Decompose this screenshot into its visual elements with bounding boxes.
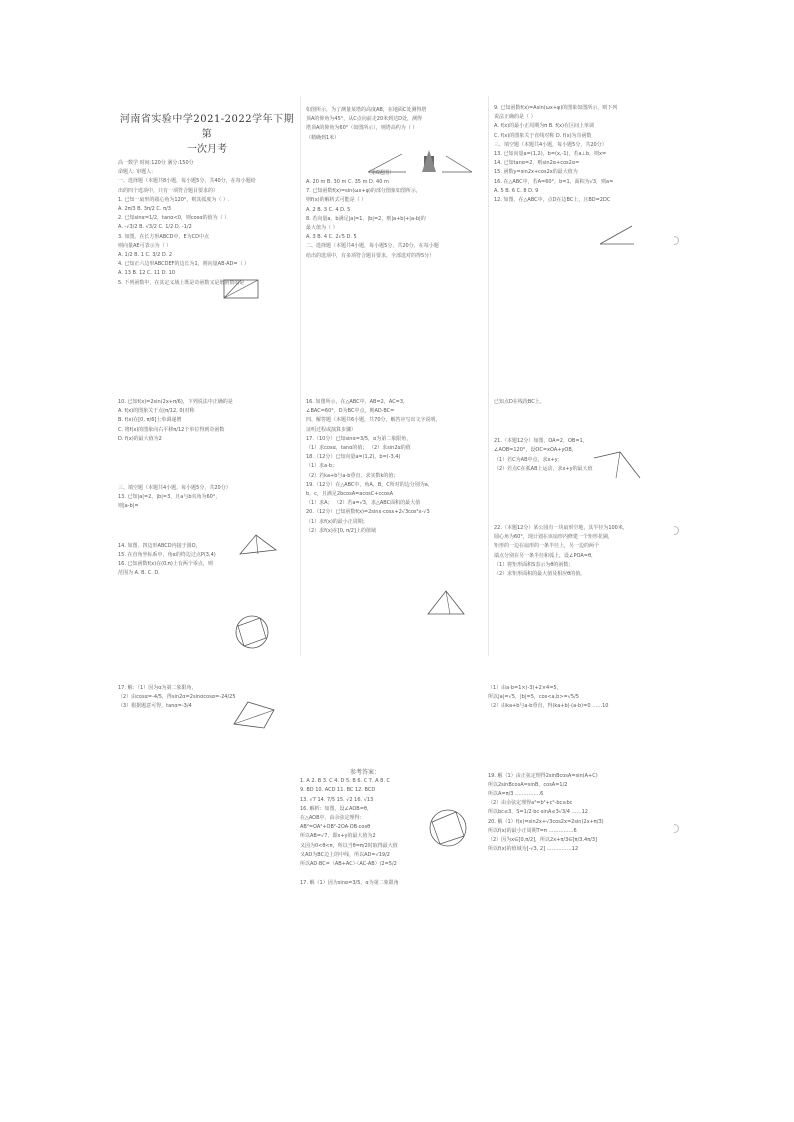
- quadrilateral-diagram: [230, 698, 280, 732]
- question: 2. 已知sinα=1/2，tanα<0，则cosα的值为（ ）: [118, 215, 230, 222]
- question: 21.（本题12分）如图，OA=2，OB=1，: [494, 438, 588, 445]
- solution-line: 所以A=π/3 ……………6: [488, 791, 544, 798]
- answer-line: 1. A 2. B 3. C 4. D 5. B 6. C 7. A 8. C: [300, 778, 391, 785]
- question: 13. 已知向量a=(1,2)，b=(x,-1)，若a⊥b，则x=: [494, 151, 607, 158]
- question: （2）若点C在弧AB上运动，求x+y的最大值: [494, 465, 593, 472]
- question: 如图所示，为了测量某塔的高度AB，在地面C处测得塔: [306, 107, 427, 113]
- question: 顶A的仰角为45°，从C点向前走20米到达D处，测得: [306, 116, 422, 123]
- exam-title: 河南省实验中学2021-2022学年下期第: [119, 114, 295, 140]
- question: 16. 在△ABC中，若A=60°，b=1，面积为√3，则a=: [494, 178, 614, 185]
- solution-line: 所以AD·BC=（AB+AC）·（AC-AB）/2=5/2: [300, 861, 397, 868]
- question-options: 范围为 A. B. C. D.: [118, 570, 160, 577]
- question: 15. 函数y=sin2x+cos2x的最大值为: [494, 169, 578, 176]
- tower-diagram: [366, 148, 476, 176]
- question: （1）将矩形面积S表示为θ的函数；: [494, 561, 574, 568]
- question: A. f(x)的最小正周期为π B. f(x)在区间上单调: [494, 123, 594, 130]
- question-options: A. 5 B. 6 C. 8 D. 9: [494, 187, 539, 194]
- solution-line: AB²=OA²+OB²-2OA·OB·cosθ: [300, 824, 371, 831]
- column-divider: [488, 96, 489, 656]
- solution-line: （2）因为x∈[0,π/2]，所以2x+π/3∈[π/3,4π/3]: [488, 837, 598, 844]
- circle-diagram: [230, 612, 274, 652]
- question-options: A. 13 B. 12 C. 11 D. 10: [118, 270, 176, 277]
- question: 7. 已知函数f(x)=sin(ωx+φ)的部分图象如图所示，: [306, 188, 421, 195]
- solution-line: （2）由cosα=-4/5，得sin2α=2sinαcosα=-24/25: [118, 694, 236, 701]
- question-options: A. 2π/3 B. 3π/2 C. π/3: [118, 206, 171, 213]
- exam-page-1: [118, 98, 296, 370]
- question: （2）求矩形面积的最大值及相应θ的值。: [494, 571, 586, 578]
- question: 16. 如图所示，在△ABC中，AB=2，AC=3，: [306, 399, 409, 405]
- question: 16. 已知函数f(x)在(0,π)上有两个零点，则: [118, 561, 213, 568]
- solution-line: 16. 解析：如图，设∠AOB=θ，: [300, 805, 372, 812]
- question: 14. 已知tanα=2，则sin2α+cos2α=: [494, 160, 580, 167]
- question: D. f(x)的最大值为2: [118, 435, 162, 442]
- exam-page-5: [306, 392, 484, 654]
- question: （2）求f(x)在[0, π/2]上的值域: [306, 527, 376, 534]
- question-options: A. 20 m B. 30 m C. 35 m D. 40 m: [306, 179, 389, 186]
- angle-diagram: [590, 448, 656, 482]
- question: 端点分别在另一条半径和弧上，设∠POA=θ，: [494, 552, 597, 559]
- section-heading: 四、解答题（本题共6小题，共70分，解答应写出文字说明、: [306, 417, 441, 424]
- section-heading: 出的四个选项中，只有一项符合题目要求的）: [118, 187, 219, 194]
- question: 10. 已知f(x)=2sin(2x+π/6)，下列说法中正确的是: [118, 399, 233, 405]
- question: ∠AOB=120°，设OC=xOA+yOB，: [494, 447, 577, 454]
- header-info: 命题人: 审题人:: [118, 169, 153, 176]
- question: 1. 已知一扇形的圆心角为120°，则其弧度为（ ）.: [118, 196, 230, 203]
- solution-line: 又因为0<θ<π，所以当θ=π/2时取得最大值: [300, 842, 398, 849]
- section-heading: 三、填空题（本题共4小题，每小题5分，共20分）: [494, 141, 607, 148]
- question-options: A. -√3/2 B. √3/2 C. 1/2 D. -1/2: [118, 224, 192, 231]
- question: （1）若C为AB中点，求x+y；: [494, 456, 563, 463]
- answer-page-2: [488, 682, 674, 972]
- rectangle-diagram: [222, 276, 262, 302]
- solution-line: 所以2sinBcosA=sinB，cosA=1/2: [488, 781, 568, 788]
- answer-line: 13. √7 14. 7/5 15. √2 16. √13: [300, 796, 374, 803]
- solution-line: （3）根据题意可得，tanα=-3/4: [118, 703, 192, 710]
- solution-line: 又AD为BC边上的中线，所以AD=√19/2: [300, 851, 390, 858]
- section-heading: 三、填空题（本题共4小题，每小题5分，共20分）: [118, 485, 231, 492]
- question: 则向量AE可表示为（ ）: [118, 242, 172, 249]
- exam-page-4: [118, 392, 296, 654]
- question: 8. 若向量a，b满足|a|=1，|b|=2，则|a+b|+|a-b|的: [306, 215, 426, 222]
- question-options: A. 3 B. 4 C. 2√5 D. 5: [306, 234, 357, 241]
- question: 12. 如图，在△ABC中，点D在边BC上，且BD=2DC: [494, 197, 611, 204]
- question: 矩形的一边在扇形的一条半径上，另一边的两个: [494, 543, 600, 550]
- exam-page-2: [306, 98, 484, 370]
- question: 圆心角为60°，现计划在该扇形内修建一个矩形花圃，: [494, 534, 613, 541]
- question: C. 将f(x)的图象向右平移π/12个单位得到奇函数: [118, 426, 225, 433]
- triangle-diagram: [424, 588, 468, 618]
- section-heading: 一、选择题（本题共8小题，每小题5分，共40分，在每小题给: [118, 178, 256, 185]
- question: 17.（10分）已知sinα=3/5，α为第二象限角，: [306, 435, 412, 442]
- section-heading: 证明过程或演算步骤）: [306, 426, 357, 433]
- question: （1）求A； （2）若a=√3，求△ABC面积的最大值: [306, 500, 421, 507]
- solution-line: 所以bc≤3，S=1/2·bc·sinA≤3√3/4 ……12: [488, 809, 588, 816]
- exam-page-3: [494, 98, 674, 370]
- answer-title: 参考答案：: [350, 769, 381, 776]
- solution-line: 19. 解（1）由正弦定理得2sinBcosA=sin(A+C): [488, 772, 598, 779]
- solution-line: 在△AOB中，由余弦定理得：: [300, 815, 365, 822]
- question: （1）求a·b；: [306, 463, 338, 470]
- question-options: A. 1/2 B. 1 C. 3/2 D. 2: [118, 252, 173, 259]
- question: b，c，且满足2bcosA=acosC+ccosA: [306, 491, 394, 498]
- question: ∠BAC=60°，D为BC中点，则AD·BC=: [306, 408, 395, 415]
- question: 13. 已知|a|=2，|b|=3，且a与b夹角为60°，: [118, 494, 221, 501]
- question: A. f(x)的图象关于点(π/12, 0)对称: [118, 408, 195, 415]
- question: 9. 已知函数f(x)=Asin(ωx+φ)的图象如图所示，则下列: [494, 105, 618, 111]
- question: 22.（本题12分）某公园有一块扇形空地，其半径为100米，: [494, 525, 628, 532]
- question: 20.（12分）已知函数f(x)=2sinx·cosx+2√3cos²x-√3: [306, 509, 430, 516]
- answer-page-1: [300, 682, 484, 972]
- answer-line: 9. BD 10. ACD 11. BC 12. BCD: [300, 787, 376, 794]
- triangle-diagram: [598, 222, 636, 246]
- question: B. f(x)在[0, π/6]上单调递增: [118, 417, 182, 424]
- exam-page-7: [118, 682, 296, 762]
- exam-title-line2: 一次月考: [187, 144, 227, 155]
- question: （2）若ka+b与a-b垂直，求实数k的值；: [306, 472, 399, 479]
- solution-line: （2）由余弦定理得a²=b²+c²-bc≥bc: [488, 800, 573, 807]
- column-divider: [300, 96, 301, 656]
- solution-line: 17. 解：（1）因为α为第二象限角，: [118, 685, 197, 691]
- solution-line: （1）由a·b=1×(-3)+2×4=5，: [488, 685, 562, 691]
- question: 则|a-b|=: [118, 503, 139, 510]
- question: 19.（12分）在△ABC中，角A，B，C所对的边分别为a，: [306, 481, 433, 488]
- exam-page-6: [494, 392, 674, 654]
- question: 已知点D在线段BC上。: [494, 399, 545, 405]
- question: 最大值为（ ）: [306, 225, 338, 232]
- question: 15. 在直角坐标系中，角α的终边过点P(3,4): [118, 551, 216, 558]
- figure-caption: （第6题图）: [366, 169, 395, 176]
- question-options: A. 2 B. 3 C. 4 D. 5: [306, 206, 351, 213]
- solution-line: 所以AB=√7，即x+y的最大值为2: [300, 833, 376, 840]
- header-info: 高一数学 时间:120分 满分:150分: [118, 160, 194, 166]
- question: 塔顶A的仰角为60°（如图所示），则塔高约为（ ）: [306, 125, 418, 132]
- solution-line: （2）由ka+b与a-b垂直，得(ka+b)·(a-b)=0 ……10: [488, 703, 609, 710]
- question: 14. 如图，四边形ABCD内接于圆O，: [118, 542, 201, 549]
- question: 5. 下列函数中，在其定义域上既是奇函数又是增函数的是: [118, 279, 245, 286]
- question: 4. 已知正六边形ABCDEF的边长为1，则向量AB·AD=（ ）: [118, 261, 250, 268]
- question: 说法正确的是（ ）: [494, 114, 536, 121]
- circle-diagram: [424, 806, 472, 850]
- solution-line: 所以f(x)的最小正周期T=π ……………6: [488, 827, 577, 834]
- question: C. f(x)的图象关于直线对称 D. f(x)为奇函数: [494, 132, 592, 139]
- solution-line: 20. 解（1）f(x)=sin2x+√3cos2x=2sin(2x+π/3): [488, 818, 604, 825]
- solution-line: 17. 解（1）因为sinα=3/5，α为第二象限角: [300, 880, 399, 887]
- question: （1）求cosα，tanα的值； （2）求sin2α的值: [306, 445, 411, 452]
- section-heading: 二、选择题（本题共4小题，每小题5分，共20分，在每小题: [306, 243, 439, 250]
- solution-line: 所以|a|=√5，|b|=5，cos<a,b>=√5/5: [488, 694, 579, 701]
- question: （1）求f(x)的最小正周期；: [306, 518, 368, 525]
- section-heading: 给出的选项中，有多项符合题目要求，全部选对的得5分）: [306, 252, 435, 259]
- question: 则f(x)的解析式可能是（ ）: [306, 197, 367, 204]
- question: 3. 如图，在长方形ABCD中，E为CD中点: [118, 233, 209, 240]
- question: 18.（12分）已知向量a=(1,2)，b=(-3,4): [306, 454, 401, 461]
- solution-line: 所以f(x)的值域为[-√3, 2] ……………12: [488, 846, 579, 853]
- triangle-diagram: [236, 532, 280, 558]
- question: （精确到1米）: [306, 134, 340, 141]
